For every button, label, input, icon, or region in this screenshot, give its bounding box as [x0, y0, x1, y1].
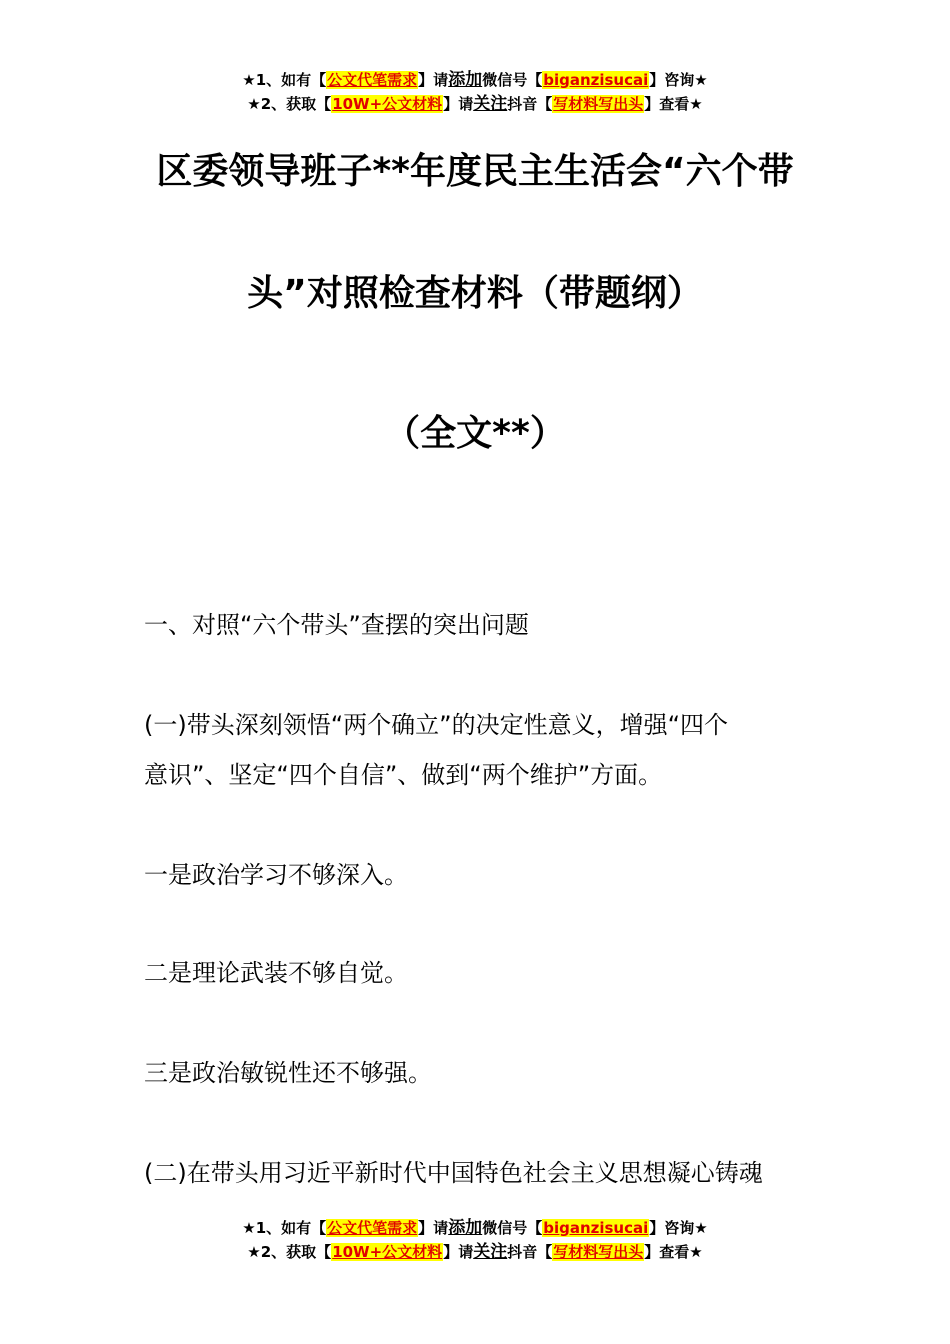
banner-highlight: 写材料写出头 [553, 95, 644, 113]
banner-text: 】查看★ [644, 95, 703, 113]
banner-highlight: 写材料写出头 [553, 1243, 644, 1261]
banner-text: 微信号【 [482, 1219, 543, 1237]
banner-text: 】咨询★ [649, 1219, 708, 1237]
banner-text: 】查看★ [644, 1243, 703, 1261]
banner-text: ★2、获取【 [247, 95, 332, 113]
banner-text: 】请 [443, 95, 474, 113]
banner-text: 抖音【 [507, 1243, 553, 1261]
banner-text: ★1、如有【 [242, 71, 327, 89]
banner-text: 微信号【 [482, 71, 543, 89]
banner-text: 】请 [418, 1219, 449, 1237]
document-title-line-1: 区委领导班子**年度民主生活会“六个带 [156, 151, 794, 192]
banner-line-1 [0, 68, 950, 92]
banner-line-2 [0, 1240, 950, 1264]
banner-underlined: 添加 [448, 70, 483, 90]
banner-highlight: biganzisucai [543, 71, 649, 89]
paragraph-line: 意识”、坚定“四个自信”、做到“两个维护”方面。 [144, 761, 663, 789]
banner-text: ★1、如有【 [242, 1219, 327, 1237]
banner-highlight: 10W+公文材料 [332, 95, 443, 113]
banner-underlined: 关注 [473, 94, 508, 114]
paragraph-line: (二)在带头用习近平新时代中国特色社会主义思想凝心铸魂 [144, 1159, 763, 1187]
document-title-line-2: 头”对照检查材料（带题纲） [247, 273, 703, 314]
banner-line-1 [0, 1216, 950, 1240]
footer-banner [0, 1216, 950, 1264]
banner-text: 】请 [443, 1243, 474, 1261]
banner-underlined: 添加 [448, 1218, 483, 1238]
list-item: 二是理论武装不够自觉。 [144, 959, 408, 987]
banner-text: 】请 [418, 71, 449, 89]
banner-highlight: 10W+公文材料 [332, 1243, 443, 1261]
list-item: 三是政治敏锐性还不够强。 [144, 1059, 432, 1087]
banner-underlined: 关注 [473, 1242, 508, 1262]
document-title-line-3: （全文**） [384, 413, 566, 454]
banner-text: ★2、获取【 [247, 1243, 332, 1261]
banner-text: 】咨询★ [649, 71, 708, 89]
section-heading: 一、对照“六个带头”查摆的突出问题 [144, 611, 529, 639]
banner-line-2 [0, 92, 950, 116]
banner-highlight: 公文代笔需求 [327, 71, 418, 89]
header-banner [0, 68, 950, 116]
banner-highlight: biganzisucai [543, 1219, 649, 1237]
banner-text: 抖音【 [507, 95, 553, 113]
banner-highlight: 公文代笔需求 [327, 1219, 418, 1237]
paragraph-line: (一)带头深刻领悟“两个确立”的决定性意义，增强“四个 [144, 711, 729, 739]
list-item: 一是政治学习不够深入。 [144, 861, 408, 889]
